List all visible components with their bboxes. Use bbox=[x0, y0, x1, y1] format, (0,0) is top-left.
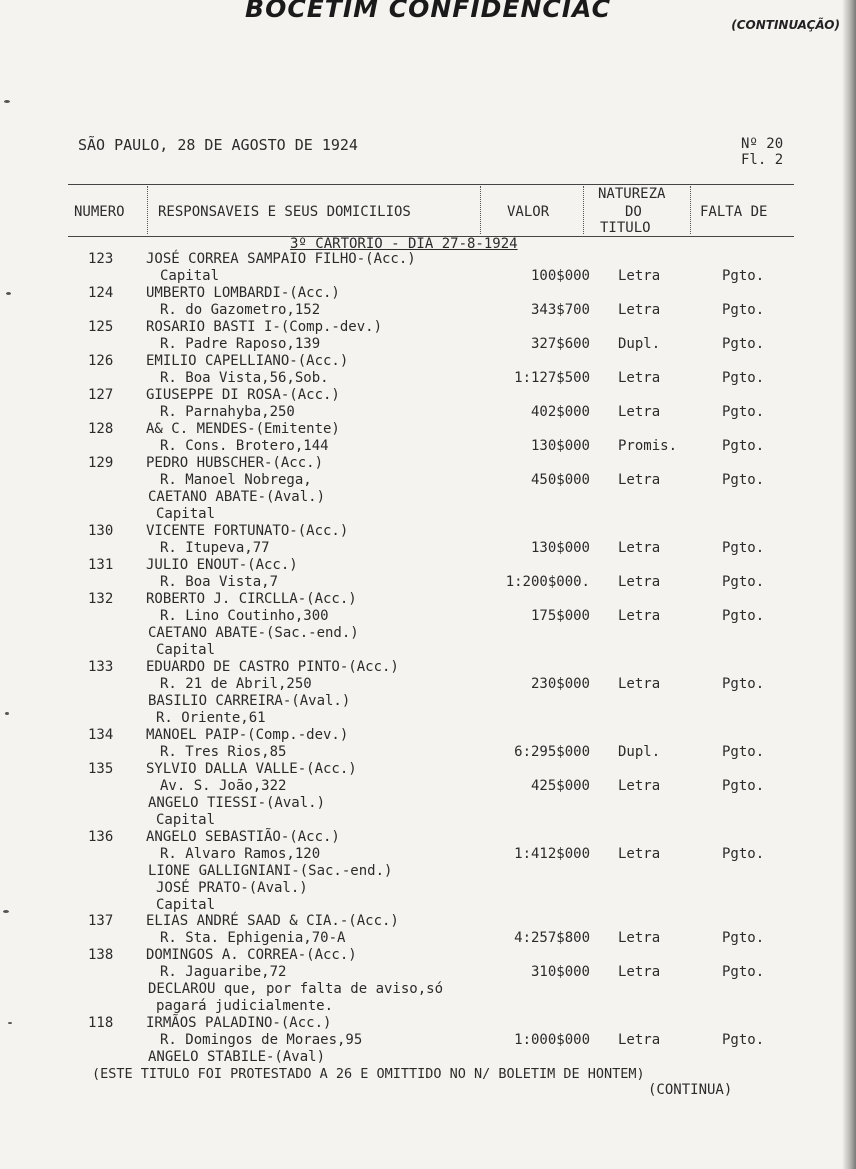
entry-extra-line: BASILIO CARREIRA-(Aval.) bbox=[148, 693, 351, 709]
scan-speck bbox=[8, 1022, 12, 1024]
place-date: SÃO PAULO, 28 DE AGOSTO DE 1924 bbox=[78, 136, 358, 154]
col-divider-1 bbox=[147, 186, 148, 234]
entry-name: ROBERTO J. CIRCLLA-(Acc.) bbox=[146, 591, 357, 607]
entry-address: R. Domingos de Moraes,95 bbox=[160, 1032, 363, 1048]
entry-title-type: Letra bbox=[618, 778, 661, 794]
entry-number: 128 bbox=[88, 421, 114, 437]
entry-name: A& C. MENDES-(Emitente) bbox=[146, 421, 340, 437]
entry-extra-line: pagará judicialmente. bbox=[156, 998, 334, 1014]
entry-number: 137 bbox=[88, 913, 114, 929]
entry-reason: Pgto. bbox=[722, 778, 765, 794]
entry-number: 133 bbox=[88, 659, 114, 675]
col-header-natureza-1: NATUREZA bbox=[598, 186, 666, 202]
entry-address: Av. S. João,322 bbox=[160, 778, 287, 794]
entry-reason: Pgto. bbox=[722, 608, 765, 624]
entry-address: R. Sta. Ephigenia,70-A bbox=[160, 930, 346, 946]
entry-number: 118 bbox=[88, 1015, 114, 1031]
entry-number: 127 bbox=[88, 387, 114, 403]
entry-address: R. do Gazometro,152 bbox=[160, 302, 321, 318]
entry-value: 343$700 bbox=[530, 302, 590, 318]
bulletin-number: Nº 20 bbox=[741, 136, 784, 152]
entry-number: 129 bbox=[88, 455, 114, 471]
entry-extra-line: Capital bbox=[156, 812, 216, 828]
entry-title-type: Letra bbox=[618, 608, 661, 624]
entry-value: 1:000$000 bbox=[514, 1032, 590, 1048]
entry-number: 124 bbox=[88, 285, 114, 301]
entry-name: JOSÉ CORREA SAMPAIO FILHO-(Acc.) bbox=[146, 251, 416, 267]
entry-name: EDUARDO DE CASTRO PINTO-(Acc.) bbox=[146, 659, 399, 675]
entry-title-type: Letra bbox=[618, 302, 661, 318]
entry-reason: Pgto. bbox=[722, 472, 765, 488]
continuation-label: (CONTINUAÇÃO) bbox=[731, 18, 840, 32]
entry-title-type: Dupl. bbox=[618, 336, 661, 352]
col-header-natureza-3: TITULO bbox=[600, 220, 651, 236]
entry-reason: Pgto. bbox=[722, 540, 765, 556]
entry-reason: Pgto. bbox=[722, 268, 765, 284]
entry-extra-line: ANGELO TIESSI-(Aval.) bbox=[148, 795, 326, 811]
entry-address: R. Jaguaribe,72 bbox=[160, 964, 287, 980]
entry-address: R. Boa Vista,56,Sob. bbox=[160, 370, 329, 386]
entry-name: UMBERTO LOMBARDI-(Acc.) bbox=[146, 285, 340, 301]
entry-title-type: Letra bbox=[618, 404, 661, 420]
entry-name: MANOEL PAIP-(Comp.-dev.) bbox=[146, 727, 349, 743]
entry-extra-line: LIONE GALLIGNIANI-(Sac.-end.) bbox=[148, 863, 393, 879]
entry-number: 123 bbox=[88, 251, 114, 267]
page-edge-shadow bbox=[842, 0, 856, 1169]
entry-value: 175$000 bbox=[530, 608, 590, 624]
bulletin-title: BOCETIM CONFIDENCIAC bbox=[245, 0, 611, 23]
col-header-natureza-2: DO bbox=[625, 204, 642, 220]
sheet-number: Fl. 2 bbox=[741, 152, 784, 168]
entry-extra-line: R. Oriente,61 bbox=[156, 710, 266, 726]
entry-value: 100$000 bbox=[530, 268, 590, 284]
entry-number: 131 bbox=[88, 557, 114, 573]
entry-address: R. Padre Raposo,139 bbox=[160, 336, 321, 352]
entry-reason: Pgto. bbox=[722, 930, 765, 946]
entry-number: 138 bbox=[88, 947, 114, 963]
entry-address: R. Lino Coutinho,300 bbox=[160, 608, 329, 624]
footer-note: (ESTE TITULO FOI PROTESTADO A 26 E OMITTIDO NO N/ BOLETIM DE HONTEM) bbox=[92, 1066, 645, 1082]
scan-speck bbox=[4, 100, 10, 103]
entry-reason: Pgto. bbox=[722, 438, 765, 454]
entry-name: GIUSEPPE DI ROSA-(Acc.) bbox=[146, 387, 340, 403]
entry-name: ELIAS ANDRÉ SAAD & CIA.-(Acc.) bbox=[146, 913, 399, 929]
entry-value: 1:127$500 bbox=[514, 370, 590, 386]
entry-value: 327$600 bbox=[530, 336, 590, 352]
entry-name: JULIO ENOUT-(Acc.) bbox=[146, 557, 298, 573]
entry-address: R. Cons. Brotero,144 bbox=[160, 438, 329, 454]
entry-address: R. Boa Vista,7 bbox=[160, 574, 279, 590]
scan-speck bbox=[5, 712, 9, 715]
entry-title-type: Letra bbox=[618, 472, 661, 488]
col-header-numero: NUMERO bbox=[74, 204, 125, 220]
entry-value: 130$000 bbox=[530, 438, 590, 454]
entry-title-type: Promis. bbox=[618, 438, 678, 454]
entry-name: PEDRO HUBSCHER-(Acc.) bbox=[146, 455, 324, 471]
entry-number: 126 bbox=[88, 353, 114, 369]
entry-reason: Pgto. bbox=[722, 404, 765, 420]
entry-value: 310$000 bbox=[530, 964, 590, 980]
entry-title-type: Letra bbox=[618, 268, 661, 284]
entry-title-type: Letra bbox=[618, 964, 661, 980]
entry-name: SYLVIO DALLA VALLE-(Acc.) bbox=[146, 761, 357, 777]
entry-reason: Pgto. bbox=[722, 846, 765, 862]
entry-reason: Pgto. bbox=[722, 336, 765, 352]
entry-reason: Pgto. bbox=[722, 302, 765, 318]
entry-address: R. 21 de Abril,250 bbox=[160, 676, 312, 692]
entry-value: 230$000 bbox=[530, 676, 590, 692]
section-title: 3º CARTORIO - DIA 27-8-1924 bbox=[290, 236, 518, 252]
entry-name: VICENTE FORTUNATO-(Acc.) bbox=[146, 523, 349, 539]
entry-value: 425$000 bbox=[530, 778, 590, 794]
entry-address: R. Tres Rios,85 bbox=[160, 744, 287, 760]
entry-extra-line: CAETANO ABATE-(Sac.-end.) bbox=[148, 625, 359, 641]
entry-address: Capital bbox=[160, 268, 220, 284]
entry-title-type: Letra bbox=[618, 930, 661, 946]
entry-value: 1:412$000 bbox=[514, 846, 590, 862]
entry-title-type: Letra bbox=[618, 540, 661, 556]
entry-value: 4:257$800 bbox=[514, 930, 590, 946]
entry-extra-line: DECLAROU que, por falta de aviso,só bbox=[148, 981, 444, 997]
entry-name: ANGELO SEBASTIÃO-(Acc.) bbox=[146, 829, 340, 845]
col-header-falta: FALTA DE bbox=[700, 204, 768, 220]
col-divider-3 bbox=[583, 186, 584, 234]
entry-title-type: Letra bbox=[618, 1032, 661, 1048]
entry-reason: Pgto. bbox=[722, 1032, 765, 1048]
entry-number: 132 bbox=[88, 591, 114, 607]
entry-reason: Pgto. bbox=[722, 574, 765, 590]
entry-number: 130 bbox=[88, 523, 114, 539]
header-top-rule bbox=[68, 184, 794, 185]
entry-address: R. Parnahyba,250 bbox=[160, 404, 295, 420]
entry-name: EMILIO CAPELLIANO-(Acc.) bbox=[146, 353, 349, 369]
entry-name: DOMINGOS A. CORREA-(Acc.) bbox=[146, 947, 357, 963]
entry-extra-line: Capital bbox=[156, 642, 216, 658]
col-header-valor: VALOR bbox=[507, 204, 550, 220]
entry-value: 402$000 bbox=[530, 404, 590, 420]
entry-title-type: Letra bbox=[618, 574, 661, 590]
col-divider-2 bbox=[480, 186, 481, 234]
entry-value: 1:200$000. bbox=[505, 574, 590, 590]
entry-value: 130$000 bbox=[530, 540, 590, 556]
entry-title-type: Dupl. bbox=[618, 744, 661, 760]
entry-title-type: Letra bbox=[618, 676, 661, 692]
entry-extra-line: Capital bbox=[156, 506, 216, 522]
entry-number: 134 bbox=[88, 727, 114, 743]
entry-reason: Pgto. bbox=[722, 964, 765, 980]
scan-speck bbox=[3, 910, 9, 913]
entry-name: ROSARIO BASTI I-(Comp.-dev.) bbox=[146, 319, 383, 335]
entry-address: R. Itupeva,77 bbox=[160, 540, 270, 556]
footer-continua: (CONTINUA) bbox=[648, 1082, 733, 1098]
entry-value: 450$000 bbox=[530, 472, 590, 488]
entry-title-type: Letra bbox=[618, 370, 661, 386]
entry-extra-line: Capital bbox=[156, 897, 216, 913]
entry-address: R. Alvaro Ramos,120 bbox=[160, 846, 321, 862]
col-divider-4 bbox=[690, 186, 691, 234]
entry-extra-line: JOSÉ PRATO-(Aval.) bbox=[156, 880, 308, 896]
entry-title-type: Letra bbox=[618, 846, 661, 862]
entry-value: 6:295$000 bbox=[514, 744, 590, 760]
entry-extra-line: CAETANO ABATE-(Aval.) bbox=[148, 489, 326, 505]
entry-reason: Pgto. bbox=[722, 744, 765, 760]
entry-extra-line: ANGELO STABILE-(Aval) bbox=[148, 1049, 326, 1065]
col-header-responsaveis: RESPONSAVEIS E SEUS DOMICILIOS bbox=[158, 204, 411, 220]
scan-speck bbox=[6, 292, 11, 295]
entry-reason: Pgto. bbox=[722, 676, 765, 692]
entry-name: IRMÃOS PALADINO-(Acc.) bbox=[146, 1015, 332, 1031]
entry-number: 135 bbox=[88, 761, 114, 777]
entry-address: R. Manoel Nobrega, bbox=[160, 472, 312, 488]
entry-number: 125 bbox=[88, 319, 114, 335]
entry-reason: Pgto. bbox=[722, 370, 765, 386]
entry-number: 136 bbox=[88, 829, 114, 845]
